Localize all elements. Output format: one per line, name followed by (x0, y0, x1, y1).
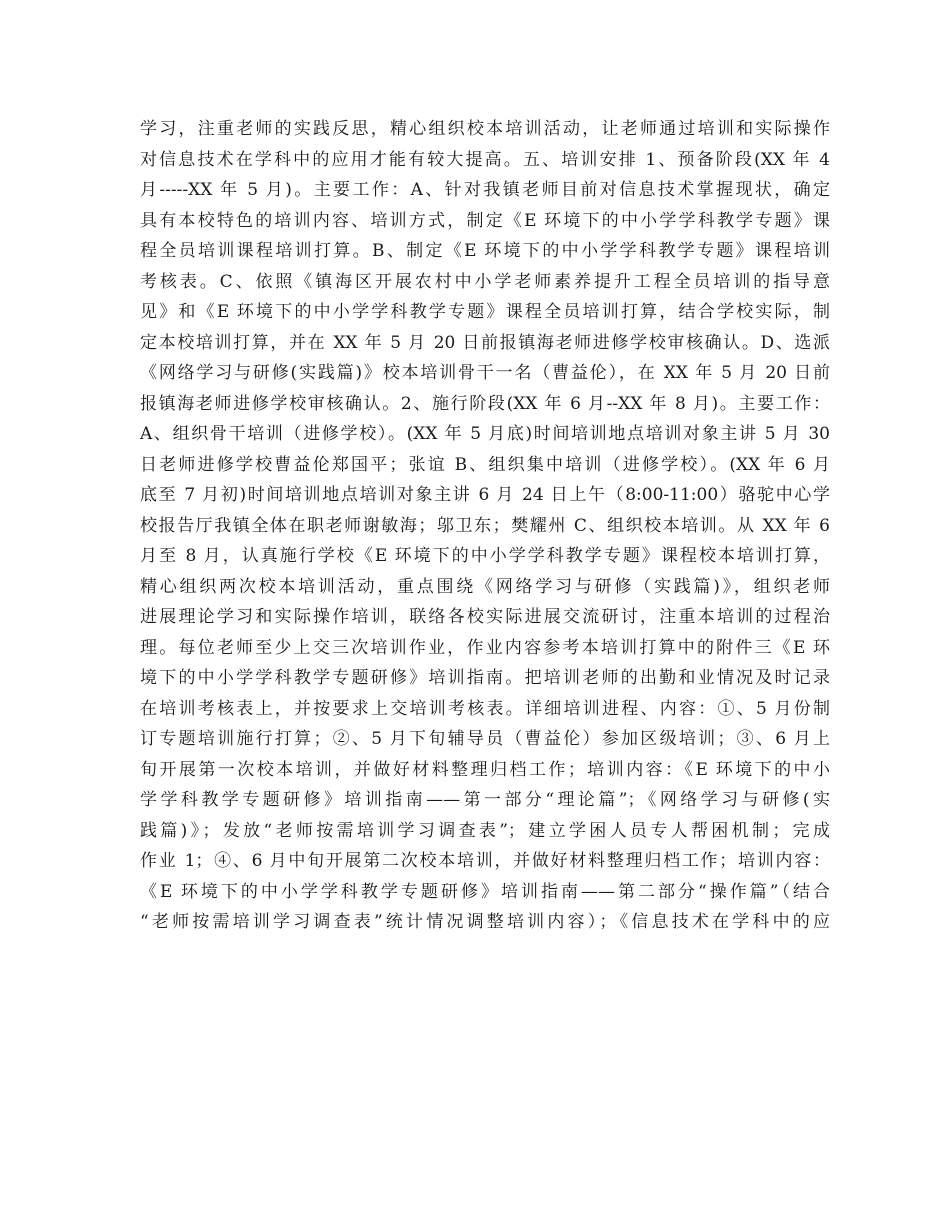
text-line: 精心组织两次校本培训活动，重点围绕《网络学习与研修（实践篇)》，组织老师 (140, 576, 830, 597)
text-line: 《网络学习与研修(实践篇)》校本培训骨干一名（曹益伦），在 XX 年 5 月 20 日前 (140, 363, 830, 383)
text-line: 践篇)》；发放“老师按需培训学习调查表”；建立学困人员专人帮困机制；完成 (140, 820, 830, 841)
text-line: A、组织骨干培训（进修学校）。(XX 年 5 月底)时间培训地点培训对象主讲 5 月 30 (140, 424, 830, 444)
text-line: 月-----XX 年 5 月)。主要工作：A、针对我镇老师目前对信息技术掌握现状，确定 (140, 180, 830, 200)
text-line: 底至 7 月初)时间培训地点培训对象主讲 6 月 24 日上午（8:00-11:00）骆驼中心学 (140, 485, 830, 505)
text-line: 旬开展第一次校本培训，并做好材料整理归档工作；培训内容：《E 环境下的中小 (140, 759, 830, 780)
text-line: 《E 环境下的中小学学科教学专题研修》培训指南——第二部分“操作篇”（结合 (140, 881, 830, 902)
text-line: 境下的中小学学科教学专题研修》培训指南。把培训老师的出勤和业情况及时记录 (140, 668, 830, 688)
body-text (140, 114, 830, 938)
text-line: “老师按需培训学习调查表”统计情况调整培训内容）；《信息技术在学科中的应 (140, 912, 830, 932)
text-line: 程全员培训课程培训打算。B、制定《E 环境下的中小学学科教学专题》课程培训 (140, 241, 830, 261)
text-line: 进展理论学习和实际操作培训，联络各校实际进展交流研讨，注重本培训的过程治 (140, 607, 830, 627)
text-line: 月至 8 月，认真施行学校《E 环境下的中小学学科教学专题》课程校本培训打算， (140, 546, 830, 566)
text-line: 校报告厅我镇全体在职老师谢敏海；邬卫东；樊耀州 C、组织校本培训。从 XX 年 6 (140, 515, 830, 536)
text-line: 见》和《E 环境下的中小学学科教学专题》课程全员培训打算，结合学校实际，制 (140, 302, 830, 322)
text-line: 订专题培训施行打算；②、5 月下旬辅导员（曹益伦）参加区级培训；③、6 月上 (140, 729, 830, 749)
text-line: 作业 1；④、6 月中旬开展第二次校本培训，并做好材料整理归档工作；培训内容： (140, 851, 830, 871)
text-line: 在培训考核表上，并按要求上交培训考核表。详细培训进程、内容：①、5 月份制 (140, 698, 830, 719)
text-line: 对信息技术在学科中的应用才能有较大提高。五、培训安排 1、预备阶段(XX 年 4 (140, 149, 830, 170)
text-line: 考核表。C、依照《镇海区开展农村中小学老师素养提升工程全员培训的指导意 (140, 271, 830, 292)
text-line: 定本校培训打算，并在 XX 年 5 月 20 日前报镇海老师进修学校审核确认。D、选派 (140, 332, 830, 353)
text-line: 具有本校特色的培训内容、培训方式，制定《E 环境下的中小学学科教学专题》课 (140, 210, 830, 231)
text-line: 日老师进修学校曹益伦郑国平；张谊 B、组织集中培训（进修学校）。(XX 年 6 月 (140, 454, 830, 475)
text-line: 理。每位老师至少上交三次培训作业，作业内容参考本培训打算中的附件三《E 环 (140, 637, 830, 658)
text-line: 学习，注重老师的实践反思，精心组织校本培训活动，让老师通过培训和实际操作 (140, 119, 830, 139)
text-line: 学学科教学专题研修》培训指南——第一部分“理论篇”；《网络学习与研修(实 (140, 790, 830, 810)
text-line: 报镇海老师进修学校审核确认。2、施行阶段(XX 年 6 月--XX 年 8 月)。主要工作： (140, 393, 830, 414)
